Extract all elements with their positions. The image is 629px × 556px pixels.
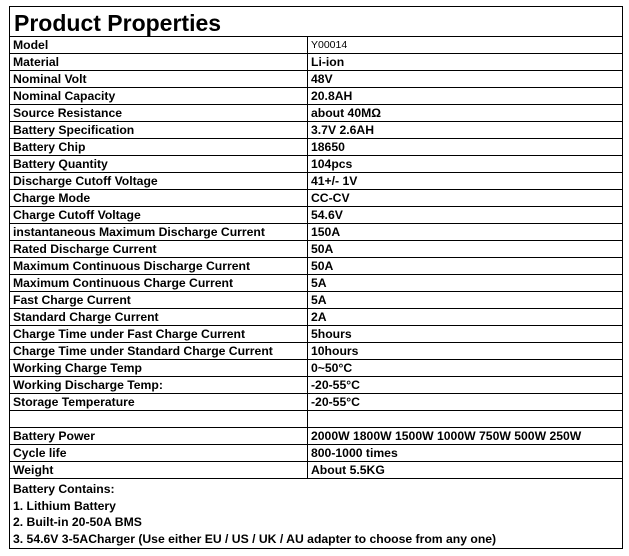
property-name: Charge Mode bbox=[10, 190, 308, 207]
property-value: 5A bbox=[308, 292, 623, 309]
property-value: 54.6V bbox=[308, 207, 623, 224]
page-title: Product Properties bbox=[10, 7, 622, 37]
property-name: Charge Time under Standard Charge Current bbox=[10, 343, 308, 360]
property-name: Nominal Capacity bbox=[10, 88, 308, 105]
property-row bbox=[10, 224, 622, 241]
property-name: Discharge Cutoff Voltage bbox=[10, 173, 308, 190]
property-value: 2000W 1800W 1500W 1000W 750W 500W 250W bbox=[308, 428, 623, 445]
property-row bbox=[10, 88, 622, 105]
property-row bbox=[10, 394, 622, 411]
property-name: Weight bbox=[10, 462, 308, 479]
property-value bbox=[308, 411, 623, 428]
property-value: 50A bbox=[308, 241, 623, 258]
property-value: Y00014 bbox=[308, 37, 623, 54]
property-value: 48V bbox=[308, 71, 623, 88]
contains-item: 1. Lithium Battery bbox=[13, 498, 116, 513]
battery-contains-section bbox=[10, 479, 622, 547]
property-name bbox=[10, 411, 308, 428]
property-name: Working Discharge Temp: bbox=[10, 377, 308, 394]
property-name: Maximum Continuous Discharge Current bbox=[10, 258, 308, 275]
property-value: 0~50°C bbox=[308, 360, 623, 377]
property-row bbox=[10, 292, 622, 309]
property-row bbox=[10, 71, 622, 88]
property-row bbox=[10, 258, 622, 275]
property-name: Battery Quantity bbox=[10, 156, 308, 173]
property-value: -20-55°C bbox=[308, 377, 623, 394]
property-name: Source Resistance bbox=[10, 105, 308, 122]
property-value: about 40MΩ bbox=[308, 105, 623, 122]
contains-item: 2. Built-in 20-50A BMS bbox=[13, 515, 142, 529]
property-row bbox=[10, 122, 622, 139]
property-value: 50A bbox=[308, 258, 623, 275]
property-value: 10hours bbox=[308, 343, 623, 360]
property-value: 41+/- 1V bbox=[308, 173, 623, 190]
property-value: 3.7V 2.6AH bbox=[308, 122, 623, 139]
property-row bbox=[10, 241, 622, 258]
property-row bbox=[10, 462, 622, 479]
property-name: Charge Cutoff Voltage bbox=[10, 207, 308, 224]
property-row bbox=[10, 377, 622, 394]
property-row bbox=[10, 190, 622, 207]
property-row bbox=[10, 156, 622, 173]
properties-table bbox=[10, 37, 622, 479]
property-row bbox=[10, 54, 622, 71]
property-name: Cycle life bbox=[10, 445, 308, 462]
property-value: 18650 bbox=[308, 139, 623, 156]
property-row bbox=[10, 343, 622, 360]
property-row bbox=[10, 139, 622, 156]
property-name: Charge Time under Fast Charge Current bbox=[10, 326, 308, 343]
property-value: Li-ion bbox=[308, 54, 623, 71]
property-value: 5hours bbox=[308, 326, 623, 343]
property-row bbox=[10, 445, 622, 462]
property-value: 150A bbox=[308, 224, 623, 241]
property-row bbox=[10, 105, 622, 122]
property-value: -20-55°C bbox=[308, 394, 623, 411]
property-value: 800-1000 times bbox=[308, 445, 623, 462]
property-name: Maximum Continuous Charge Current bbox=[10, 275, 308, 292]
property-value: CC-CV bbox=[308, 190, 623, 207]
property-value: 20.8AH bbox=[308, 88, 623, 105]
property-row bbox=[10, 173, 622, 190]
property-row bbox=[10, 207, 622, 224]
property-name: Rated Discharge Current bbox=[10, 241, 308, 258]
contains-heading: Battery Contains: bbox=[13, 482, 115, 496]
property-row bbox=[10, 309, 622, 326]
property-name: Fast Charge Current bbox=[10, 292, 308, 309]
property-row bbox=[10, 37, 622, 54]
property-name: Working Charge Temp bbox=[10, 360, 308, 377]
property-name: Standard Charge Current bbox=[10, 309, 308, 326]
contains-item: 3. 54.6V 3-5ACharger (Use either EU / US / UK / AU adapter to choose from any one) bbox=[13, 531, 497, 546]
property-value: 5A bbox=[308, 275, 623, 292]
property-name: Battery Chip bbox=[10, 139, 308, 156]
property-value: About 5.5KG bbox=[308, 462, 623, 479]
property-name: Battery Specification bbox=[10, 122, 308, 139]
property-row bbox=[10, 428, 622, 445]
property-name: Storage Temperature bbox=[10, 394, 308, 411]
property-row bbox=[10, 360, 622, 377]
property-value: 2A bbox=[308, 309, 623, 326]
property-value: 104pcs bbox=[308, 156, 623, 173]
property-name: instantaneous Maximum Discharge Current bbox=[10, 224, 308, 241]
property-name: Nominal Volt bbox=[10, 71, 308, 88]
property-name: Material bbox=[10, 54, 308, 71]
product-properties-sheet bbox=[9, 6, 623, 549]
property-name: Model bbox=[10, 37, 308, 54]
blank-row bbox=[10, 411, 622, 428]
property-row bbox=[10, 275, 622, 292]
property-row bbox=[10, 326, 622, 343]
property-name: Battery Power bbox=[10, 428, 308, 445]
